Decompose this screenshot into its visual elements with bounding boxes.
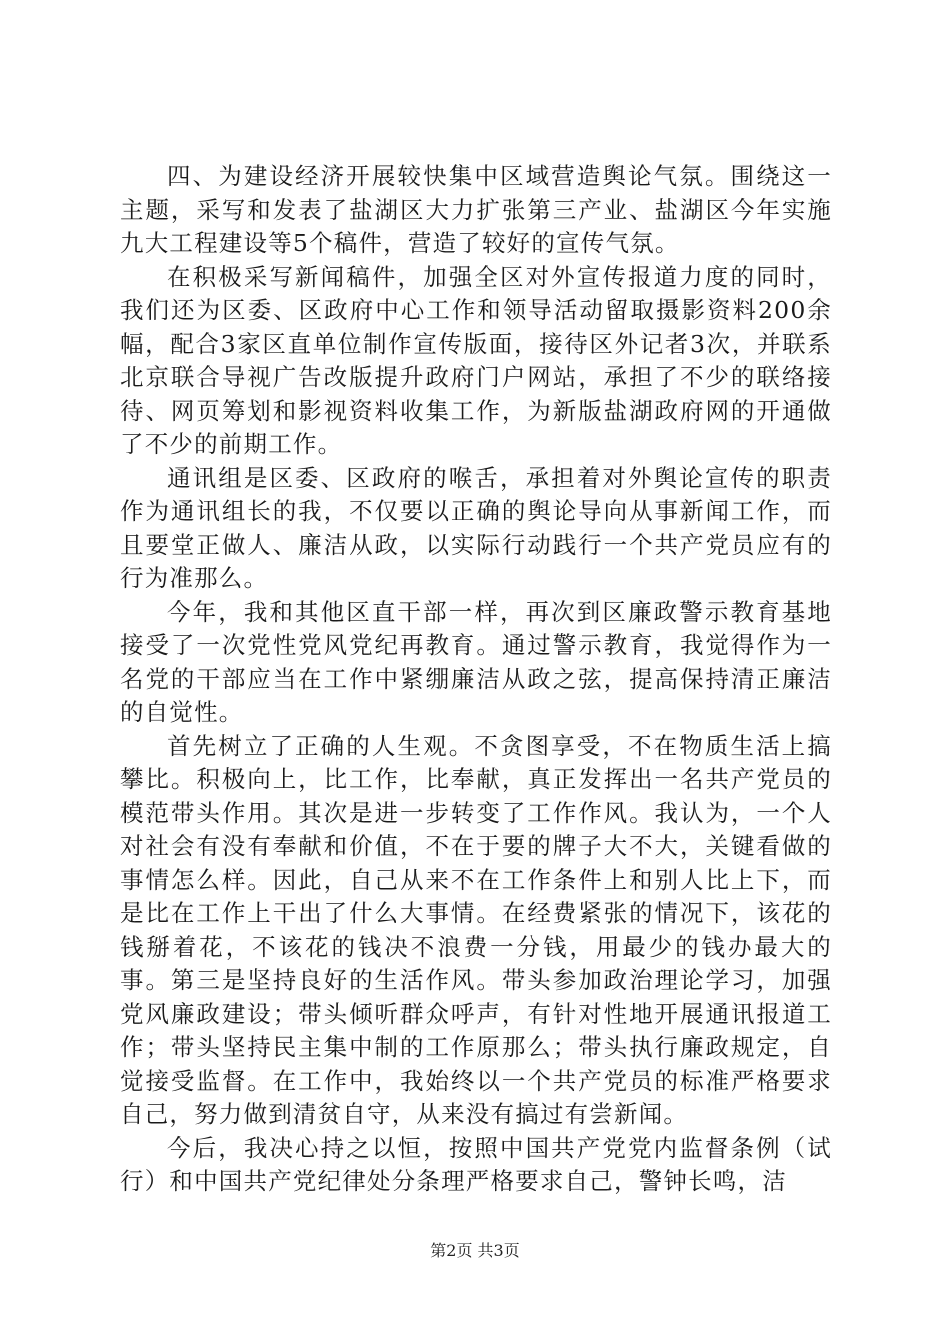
paragraph-future-commitment: 今后，我决心持之以恒，按照中国共产党党内监督条例（试行）和中国共产党纪律处分条理严格要求自己，警钟长鸣，洁 <box>120 1133 832 1195</box>
paragraph-warning-education: 今年，我和其他区直干部一样，再次到区廉政警示教育基地接受了一次党性党风党纪再教育。通过警示教育，我觉得作为一名党的干部应当在工作中紧绷廉洁从政之弦，提高保持清正廉洁的自觉性。 <box>120 597 832 726</box>
paragraph-work-style: 首先树立了正确的人生观。不贪图享受，不在物质生活上搞攀比。积极向上，比工作，比奉献，真正发挥出一名共产党员的模范带头作用。其次是进一步转变了工作作风。我认为，一个人对社会有没有奉献和价值，不在于要的牌子大不大，关键看做的事情怎么样。因此，自己从来不在工作条件上和别人比上下，而是比在工作上干出了什么大事情。在经费紧张的情况下，该花的钱掰着花，不该花的钱决不浪费一分钱，用最少的钱办最大的事。第三是坚持良好的生活作风。带头参加政治理论学习，加强党风廉政建设；带头倾听群众呼声，有针对性地开展通讯报道工作；带头坚持民主集中制的工作原那么；带头执行廉政规定，自觉接受监督。在工作中，我始终以一个共产党员的标准严格要求自己，努力做到清贫自守，从来没有搞过有尝新闻。 <box>120 731 832 1128</box>
paragraph-news-coverage: 在积极采写新闻稿件，加强全区对外宣传报道力度的同时，我们还为区委、区政府中心工作和领导活动留取摄影资料200余幅，配合3家区直单位制作宣传版面，接待区外记者3次，并联系北京联合导视广告改版提升政府门户网站，承担了不少的联络接待、网页筹划和影视资料收集工作，为新版盐湖政府网的开通做了不少的前期工作。 <box>120 262 832 458</box>
page-number-footer: 第2页 共3页 <box>430 1241 520 1260</box>
paragraph-publicity-atmosphere: 四、为建设经济开展较快集中区域营造舆论气氛。围绕这一主题，采写和发表了盐湖区大力扩张第三产业、盐湖区今年实施九大工程建设等5个稿件，营造了较好的宣传气氛。 <box>120 162 832 257</box>
paragraph-communication-group: 通讯组是区委、区政府的喉舌，承担着对外舆论宣传的职责作为通讯组长的我，不仅要以正确的舆论导向从事新闻工作，而且要堂正做人、廉洁从政，以实际行动践行一个共产党员应有的行为准那么。 <box>120 463 832 592</box>
document-body <box>120 160 832 1199</box>
